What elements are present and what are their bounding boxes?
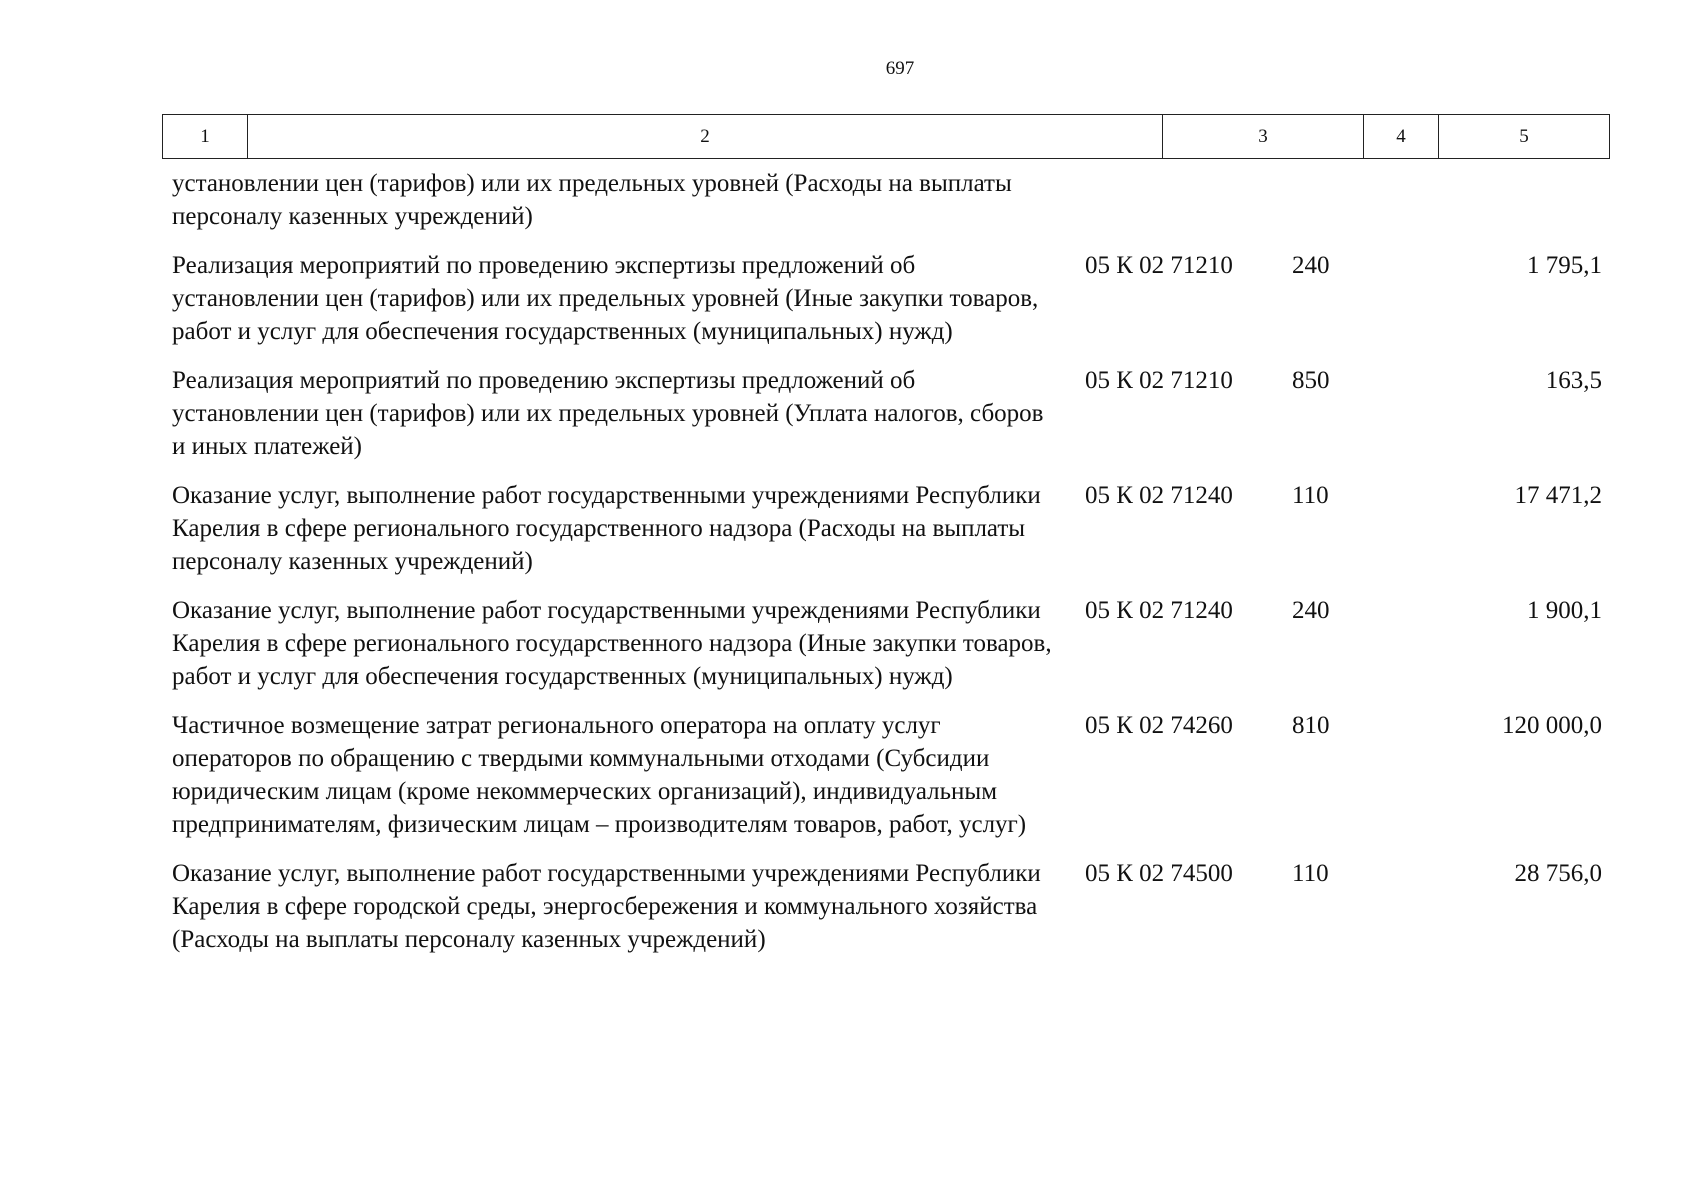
row-type: 240 bbox=[1292, 597, 1330, 624]
table-body bbox=[162, 167, 1610, 972]
row-description: Оказание услуг, выполнение работ государственными учреждениями Республики Карелия в сфере регионального государственного надзора (Расходы на выплаты персоналу казенных учреждений) bbox=[172, 482, 1041, 575]
header-col-3: 3 bbox=[1163, 115, 1364, 158]
row-code: 05 К 02 71210 bbox=[1085, 367, 1233, 394]
row-amount: 28 756,0 bbox=[1514, 860, 1602, 887]
header-col-2: 2 bbox=[248, 115, 1163, 158]
header-col-4: 4 bbox=[1364, 115, 1439, 158]
table-row bbox=[162, 479, 1610, 578]
row-code: 05 К 02 71240 bbox=[1085, 597, 1233, 624]
table-row bbox=[162, 857, 1610, 956]
header-col-1: 1 bbox=[163, 115, 248, 158]
table-row bbox=[162, 249, 1610, 348]
row-type: 110 bbox=[1292, 482, 1329, 509]
row-type bbox=[1278, 167, 1353, 233]
row-amount: 1 900,1 bbox=[1527, 597, 1602, 624]
row-code: 05 К 02 74260 bbox=[1085, 712, 1233, 739]
row-amount: 120 000,0 bbox=[1502, 712, 1602, 739]
row-description: Оказание услуг, выполнение работ государственными учреждениями Республики Карелия в сфере городской среды, энергосбережения и коммунального хозяйства (Расходы на выплаты персоналу казенных учреждений) bbox=[172, 860, 1041, 953]
row-amount bbox=[1353, 167, 1610, 233]
row-amount: 17 471,2 bbox=[1514, 482, 1602, 509]
row-amount: 163,5 bbox=[1545, 367, 1602, 394]
row-description: установлении цен (тарифов) или их предельных уровней (Расходы на выплаты персоналу казенных учреждений) bbox=[172, 170, 1012, 230]
row-type: 850 bbox=[1292, 367, 1330, 394]
row-type: 240 bbox=[1292, 252, 1330, 279]
row-description: Реализация мероприятий по проведению экспертизы предложений об установлении цен (тарифов) или их предельных уровней (Уплата налогов, сборов и иных платежей) bbox=[172, 367, 1044, 460]
page-number: 697 bbox=[885, 58, 915, 79]
row-description: Реализация мероприятий по проведению экспертизы предложений об установлении цен (тарифов) или их предельных уровней (Иные закупки товаров, работ и услуг для обеспечения государственных (муниципальных) нужд) bbox=[172, 252, 1039, 345]
row-code bbox=[1077, 167, 1278, 233]
table-header bbox=[162, 114, 1610, 159]
table-row bbox=[162, 594, 1610, 693]
row-code: 05 К 02 71240 bbox=[1085, 482, 1233, 509]
row-code: 05 К 02 71210 bbox=[1085, 252, 1233, 279]
row-type: 810 bbox=[1292, 712, 1330, 739]
header-col-5: 5 bbox=[1519, 125, 1529, 147]
table-row bbox=[162, 167, 1610, 233]
table-row bbox=[162, 364, 1610, 463]
row-description: Оказание услуг, выполнение работ государственными учреждениями Республики Карелия в сфере регионального государственного надзора (Иные закупки товаров, работ и услуг для обеспечения государственных (муниципальных) нужд) bbox=[172, 597, 1052, 690]
row-type: 110 bbox=[1292, 860, 1329, 887]
table-row bbox=[162, 709, 1610, 841]
row-code: 05 К 02 74500 bbox=[1085, 860, 1233, 887]
row-description: Частичное возмещение затрат регионального оператора на оплату услуг операторов по обращению с твердыми коммунальными отходами (Субсидии юридическим лицам (кроме некоммерческих организаций), индивидуальным предпринимателям, физическим лицам – производителям товаров, работ, услуг) bbox=[172, 712, 1027, 838]
row-amount: 1 795,1 bbox=[1527, 252, 1602, 279]
